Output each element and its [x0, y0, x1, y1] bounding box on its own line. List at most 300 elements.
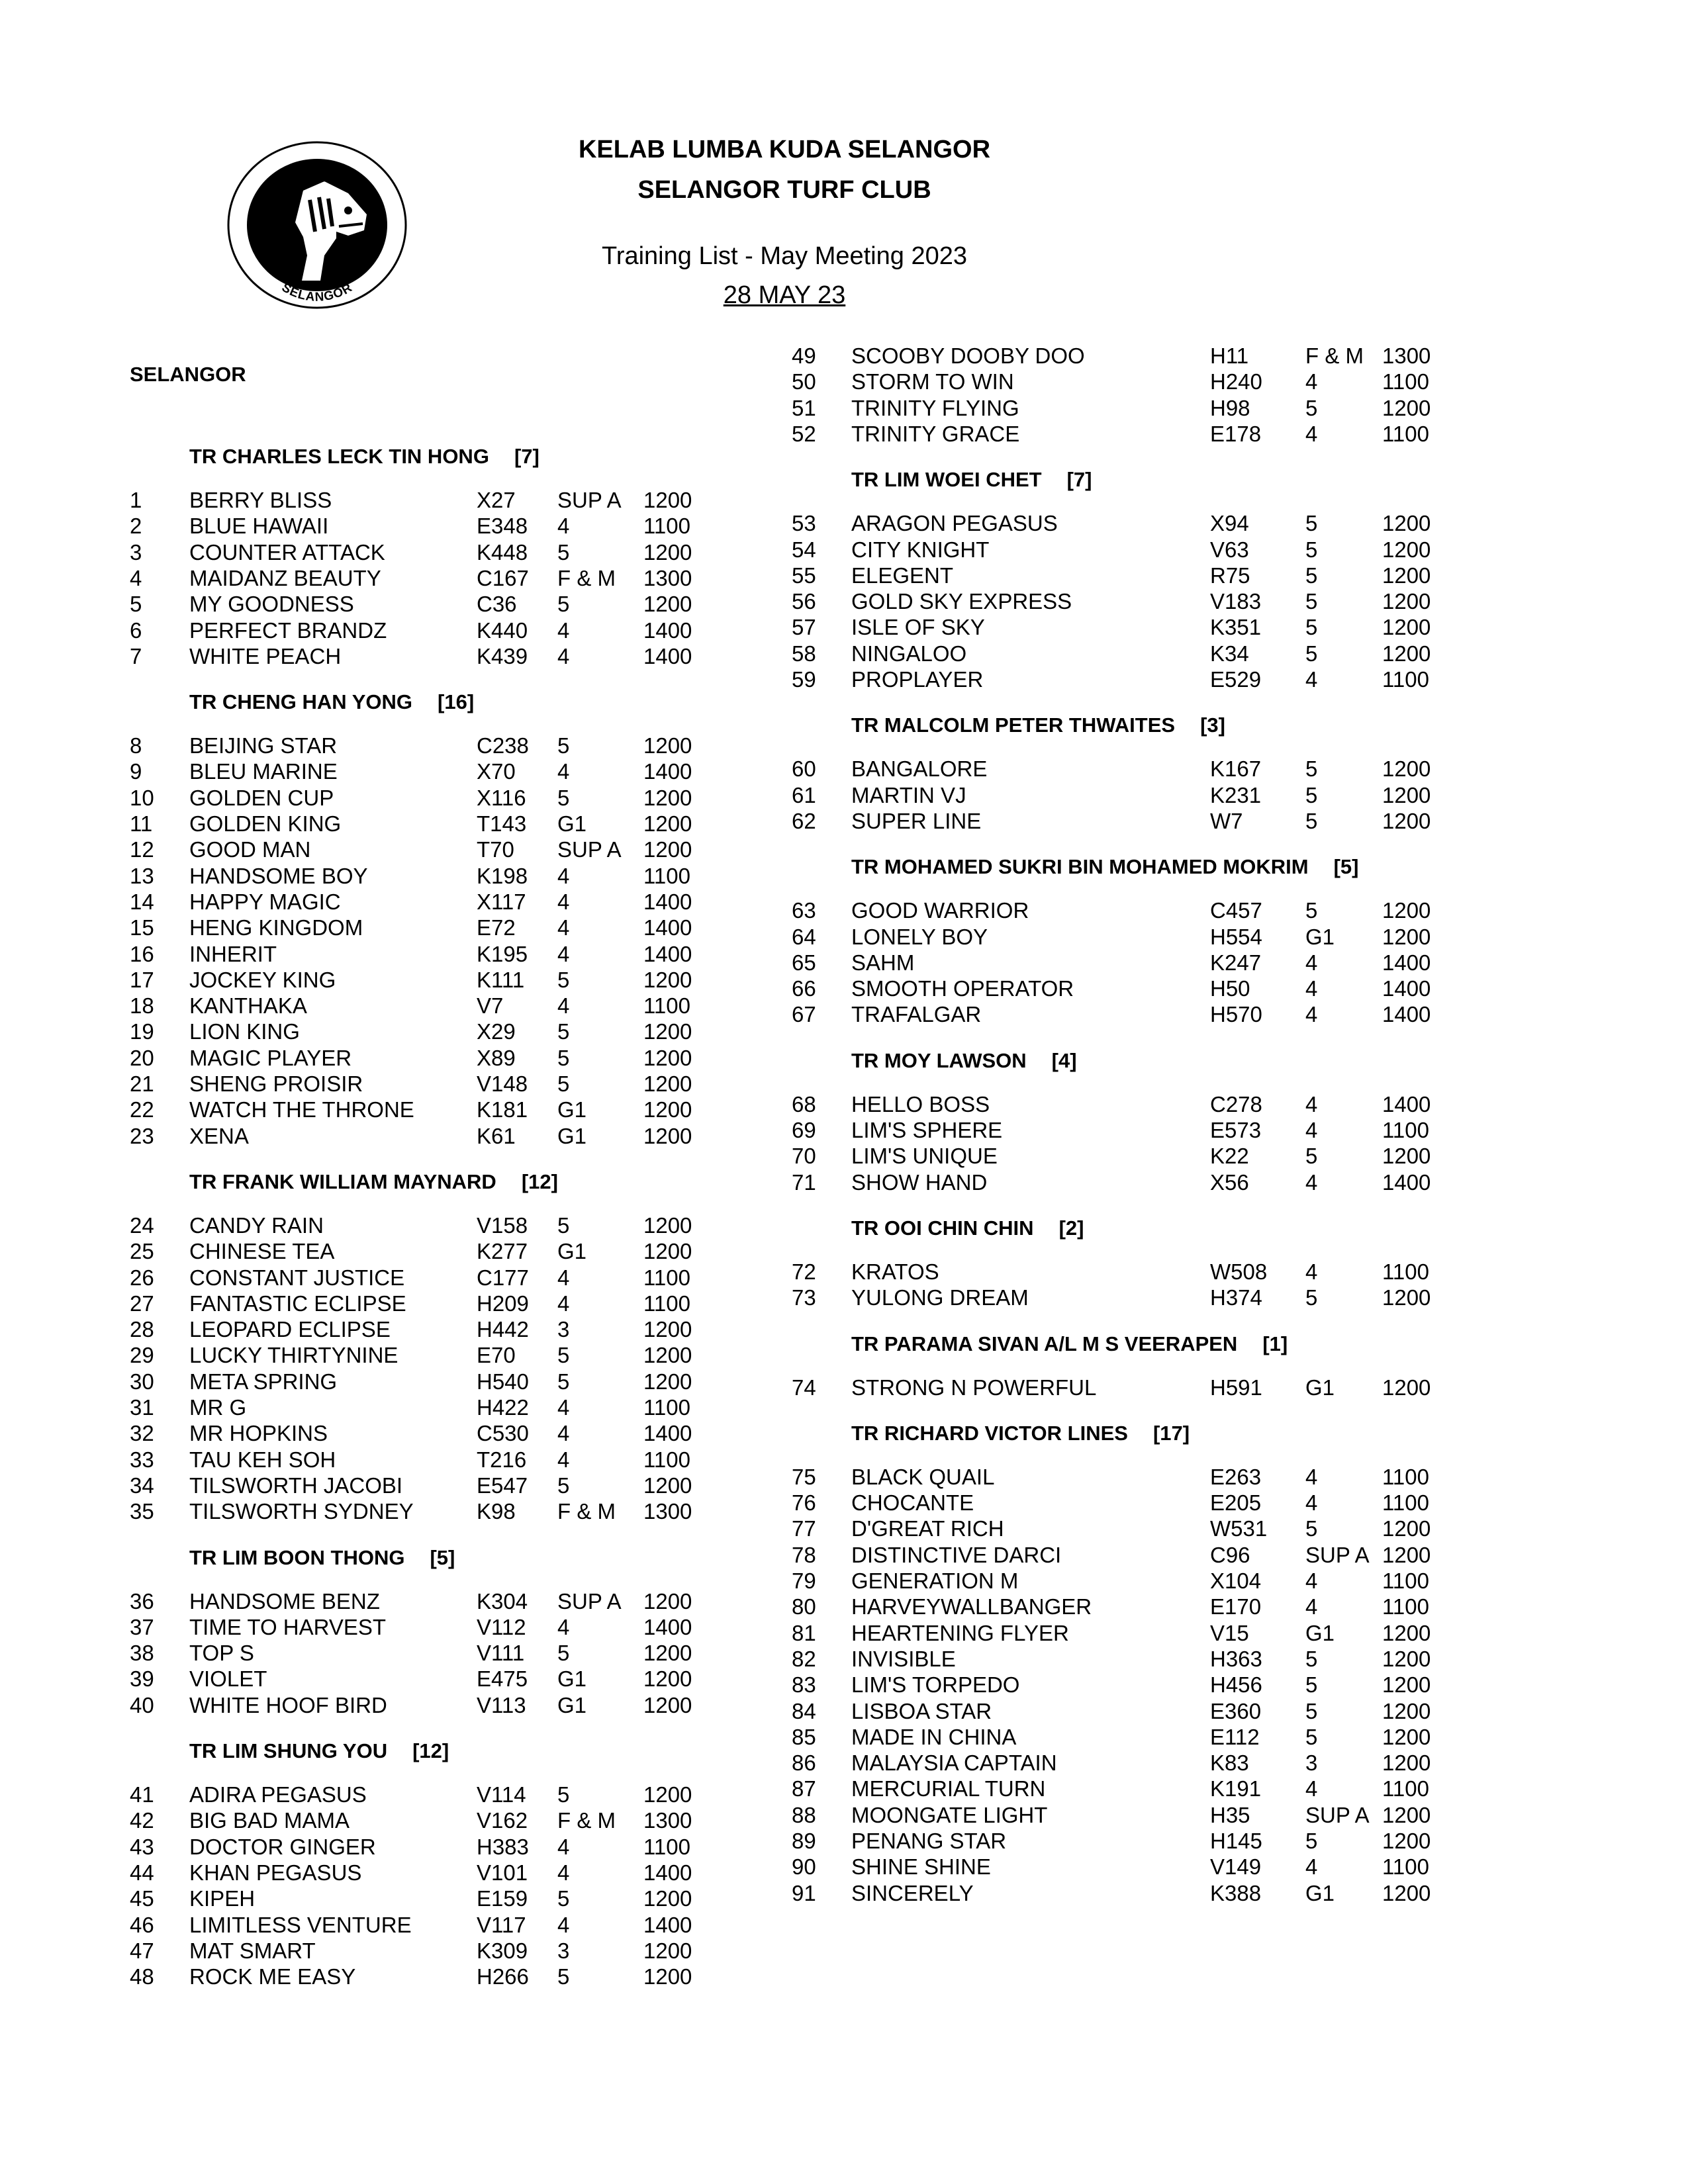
trainer-count: [7] [514, 445, 539, 468]
horse-name: GOOD MAN [189, 837, 311, 862]
horse-name: LUCKY THIRTYNINE [189, 1343, 399, 1368]
entry-number: 27 [130, 1291, 154, 1316]
entry-number: 77 [792, 1516, 816, 1541]
horse-code: H591 [1210, 1375, 1262, 1400]
horse-code: H422 [477, 1395, 529, 1420]
horse-class: 5 [557, 1212, 570, 1238]
horse-name: STRONG N POWERFUL [851, 1375, 1097, 1400]
horse-distance: 1400 [643, 941, 692, 966]
horse-class: 5 [1305, 1516, 1318, 1541]
horse-class: G1 [1305, 1375, 1335, 1400]
horse-row [130, 617, 792, 644]
horse-class: 4 [557, 889, 570, 914]
entry-number: 91 [792, 1880, 816, 1905]
horse-code: E475 [477, 1666, 528, 1692]
entry-number: 15 [130, 915, 154, 940]
horse-name: LONELY BOY [851, 924, 988, 949]
horse-distance: 1100 [1382, 1118, 1429, 1142]
horse-name: LISBOA STAR [851, 1698, 992, 1723]
horse-code: H266 [477, 1964, 529, 1989]
horse-code: H383 [477, 1834, 529, 1859]
horse-row [792, 588, 1454, 615]
horse-row [130, 565, 792, 592]
horse-name: PERFECT BRANDZ [189, 617, 387, 643]
horse-row [130, 1097, 792, 1123]
horse-class: 4 [1305, 1091, 1318, 1116]
horse-row [792, 343, 1454, 369]
horse-row [130, 1782, 792, 1808]
horse-row [792, 1880, 1454, 1907]
horse-class: 4 [557, 1265, 570, 1290]
horse-name: MALAYSIA CAPTAIN [851, 1751, 1057, 1776]
horse-distance: 1300 [643, 1808, 692, 1833]
horse-name: SUPER LINE [851, 808, 982, 833]
horse-class: 4 [1305, 976, 1318, 1001]
horse-name: LION KING [189, 1019, 300, 1044]
horse-row [130, 993, 792, 1019]
horse-name: COUNTER ATTACK [189, 539, 385, 565]
horse-code: T70 [477, 837, 514, 862]
entry-number: 79 [792, 1569, 816, 1593]
horse-code: C177 [477, 1265, 529, 1290]
horse-name: JOCKEY KING [189, 967, 336, 992]
entry-number: 81 [792, 1620, 816, 1645]
entry-number: 30 [130, 1369, 154, 1394]
horse-row [792, 1698, 1454, 1725]
horse-code: E348 [477, 514, 528, 539]
trainer-name: TR MALCOLM PETER THWAITES [851, 713, 1176, 737]
trainer-header [851, 1420, 1190, 1447]
horse-name: GOLDEN CUP [189, 785, 334, 810]
horse-row [130, 1420, 792, 1447]
horse-class: 4 [557, 617, 570, 643]
trainer-header [189, 1545, 455, 1571]
horse-code: V149 [1210, 1854, 1262, 1880]
horse-class: 5 [1305, 808, 1318, 833]
horse-code: C167 [477, 565, 529, 590]
entry-number: 32 [130, 1421, 154, 1446]
horse-code: V117 [477, 1912, 526, 1937]
trainer-header [189, 443, 539, 470]
horse-distance: 1100 [1382, 667, 1429, 692]
horse-distance: 1200 [643, 1666, 692, 1692]
horse-code: E263 [1210, 1464, 1262, 1489]
entry-number: 4 [130, 565, 142, 590]
horse-name: BERRY BLISS [189, 488, 332, 512]
horse-class: 4 [1305, 1854, 1318, 1880]
horse-distance: 1200 [1382, 1829, 1431, 1853]
horse-name: BIG BAD MAMA [189, 1808, 350, 1833]
horse-code: K195 [477, 941, 528, 966]
entry-number: 17 [130, 967, 154, 992]
horse-row [130, 1588, 792, 1615]
horse-row [130, 1212, 792, 1239]
horse-distance: 1200 [1382, 1516, 1431, 1541]
horse-code: V63 [1210, 537, 1249, 562]
horse-class: F & M [557, 1499, 616, 1524]
horse-class: SUP A [557, 488, 622, 512]
horse-name: CONSTANT JUSTICE [189, 1265, 405, 1290]
horse-row [130, 487, 792, 514]
horse-code: W508 [1210, 1259, 1268, 1284]
trainer-name: TR LIM SHUNG YOU [189, 1739, 388, 1762]
horse-row [130, 837, 792, 863]
horse-row [130, 785, 792, 811]
entry-number: 16 [130, 941, 154, 966]
horse-class: 4 [1305, 1490, 1318, 1516]
horse-row [130, 1938, 792, 1964]
entry-number: 13 [130, 863, 154, 888]
horse-name: TRINITY FLYING [851, 395, 1019, 420]
horse-name: HELLO BOSS [851, 1091, 990, 1116]
horse-code: H554 [1210, 924, 1262, 949]
horse-name: WHITE HOOF BIRD [189, 1692, 387, 1717]
horse-name: LIM'S TORPEDO [851, 1672, 1020, 1698]
horse-row [792, 1091, 1454, 1118]
horse-name: HARVEYWALLBANGER [851, 1594, 1092, 1619]
horse-class: 4 [1305, 369, 1318, 394]
horse-class: G1 [557, 1692, 587, 1717]
entry-number: 53 [792, 511, 816, 536]
horse-class: 5 [1305, 782, 1318, 807]
horse-distance: 1100 [643, 993, 690, 1019]
horse-row [792, 756, 1454, 782]
horse-code: K181 [477, 1097, 528, 1122]
horse-distance: 1200 [643, 1938, 692, 1963]
horse-row [792, 1285, 1454, 1311]
trainer-count: [12] [521, 1169, 558, 1193]
horse-distance: 1200 [643, 1343, 692, 1368]
horse-code: E70 [477, 1343, 516, 1368]
horse-class: 5 [1305, 756, 1318, 782]
horse-class: 5 [557, 592, 570, 617]
entry-number: 51 [792, 395, 816, 420]
horse-row [792, 1828, 1454, 1854]
horse-distance: 1400 [1382, 1091, 1431, 1116]
horse-code: C238 [477, 733, 529, 758]
horse-name: WATCH THE THRONE [189, 1097, 414, 1122]
horse-name: XENA [189, 1123, 249, 1148]
horse-code: K439 [477, 643, 528, 668]
horse-distance: 1200 [1382, 808, 1431, 833]
horse-code: C457 [1210, 898, 1262, 923]
trainer-header [189, 1738, 449, 1764]
entry-number: 37 [130, 1614, 154, 1639]
horse-distance: 1200 [643, 488, 692, 512]
entry-number: 90 [792, 1854, 816, 1880]
horse-code: K111 [477, 967, 525, 992]
horse-row [130, 1045, 792, 1071]
horse-class: F & M [557, 1808, 616, 1833]
trainer-header [851, 1331, 1288, 1357]
horse-row [792, 563, 1454, 589]
horse-code: K191 [1210, 1776, 1262, 1801]
entry-number: 31 [130, 1395, 154, 1420]
horse-class: 4 [1305, 421, 1318, 446]
horse-class: 5 [1305, 1646, 1318, 1671]
horse-code: H240 [1210, 369, 1262, 394]
horse-code: V7 [477, 993, 504, 1019]
horse-distance: 1200 [643, 1369, 692, 1394]
horse-name: GOLD SKY EXPRESS [851, 589, 1072, 614]
entry-number: 61 [792, 782, 816, 807]
horse-row [130, 1860, 792, 1886]
horse-class: 4 [1305, 667, 1318, 692]
entry-number: 82 [792, 1646, 816, 1671]
horse-distance: 1200 [1382, 1802, 1431, 1827]
horse-code: X94 [1210, 511, 1249, 536]
trainer-name: TR MOHAMED SUKRI BIN MOHAMED MOKRIM [851, 855, 1309, 879]
horse-distance: 1200 [643, 592, 692, 617]
horse-name: PENANG STAR [851, 1829, 1007, 1853]
entry-number: 6 [130, 617, 142, 643]
horse-row [792, 1143, 1454, 1169]
horse-row [792, 897, 1454, 924]
horse-name: SHENG PROISIR [189, 1071, 363, 1096]
horse-code: T143 [477, 811, 527, 836]
horse-class: 4 [557, 1912, 570, 1937]
horse-row [130, 1498, 792, 1525]
entry-number: 80 [792, 1594, 816, 1619]
horse-row [792, 1802, 1454, 1829]
horse-name: LIMITLESS VENTURE [189, 1912, 412, 1937]
horse-code: H540 [477, 1369, 529, 1394]
horse-name: ARAGON PEGASUS [851, 511, 1058, 536]
horse-code: C530 [477, 1421, 529, 1446]
entry-number: 72 [792, 1259, 816, 1284]
entry-number: 65 [792, 950, 816, 975]
entry-number: 46 [130, 1912, 154, 1937]
trainer-header [851, 1215, 1084, 1242]
trainer-count: [5] [1333, 855, 1359, 879]
horse-code: V113 [477, 1692, 526, 1717]
entry-number: 42 [130, 1808, 154, 1833]
horse-class: 4 [1305, 1776, 1318, 1801]
horse-name: BLUE HAWAII [189, 514, 329, 539]
horse-row [130, 1291, 792, 1317]
horse-distance: 1200 [643, 1045, 692, 1070]
horse-name: SAHM [851, 950, 915, 975]
horse-distance: 1100 [1382, 421, 1429, 446]
horse-class: 4 [557, 1614, 570, 1639]
horse-row [130, 513, 792, 539]
horse-row [130, 941, 792, 968]
horse-code: K351 [1210, 615, 1262, 640]
entry-number: 28 [130, 1317, 154, 1342]
horse-class: 4 [557, 941, 570, 966]
horse-distance: 1200 [1382, 782, 1431, 807]
horse-class: 5 [557, 1045, 570, 1070]
horse-name: MR G [189, 1395, 247, 1420]
horse-name: INHERIT [189, 941, 277, 966]
horse-class: 5 [557, 1641, 570, 1666]
horse-distance: 1200 [643, 733, 692, 758]
horse-code: V111 [477, 1641, 525, 1666]
horse-code: E170 [1210, 1594, 1262, 1619]
horse-distance: 1400 [1382, 976, 1431, 1001]
horse-class: G1 [557, 1097, 587, 1122]
horse-name: TOP S [189, 1641, 254, 1666]
horse-class: 4 [1305, 1259, 1318, 1284]
entry-number: 5 [130, 592, 142, 617]
horse-distance: 1400 [643, 915, 692, 940]
horse-distance: 1200 [643, 811, 692, 836]
horse-code: K247 [1210, 950, 1262, 975]
horse-code: K277 [477, 1239, 528, 1264]
club-name-malay: KELAB LUMBA KUDA SELANGOR [578, 136, 991, 163]
horse-name: MAIDANZ BEAUTY [189, 565, 381, 590]
horse-row [130, 1614, 792, 1641]
horse-name: SCOOBY DOOBY DOO [851, 343, 1085, 368]
horse-class: 4 [557, 1291, 570, 1316]
horse-code: X29 [477, 1019, 516, 1044]
horse-name: CHOCANTE [851, 1490, 974, 1516]
horse-distance: 1200 [643, 1123, 692, 1148]
horse-name: LIM'S SPHERE [851, 1118, 1003, 1142]
horse-distance: 1400 [643, 1421, 692, 1446]
horse-row [792, 1854, 1454, 1880]
horse-class: 5 [557, 1369, 570, 1394]
trainer-name: TR CHENG HAN YONG [189, 690, 413, 714]
entry-number: 64 [792, 924, 816, 949]
trainer-count: [7] [1066, 468, 1092, 492]
horse-row [792, 1542, 1454, 1569]
horse-code: X104 [1210, 1569, 1262, 1593]
horse-code: H209 [477, 1291, 529, 1316]
region-label: SELANGOR [130, 363, 246, 386]
horse-code: W7 [1210, 808, 1243, 833]
horse-name: LEOPARD ECLIPSE [189, 1317, 391, 1342]
horse-distance: 1200 [1382, 1646, 1431, 1671]
trainer-count: [5] [430, 1545, 455, 1569]
logo-bottom-text: SELANGOR [279, 280, 355, 304]
horse-code: H363 [1210, 1646, 1262, 1671]
entry-number: 73 [792, 1285, 816, 1310]
trainer-name: TR CHARLES LECK TIN HONG [189, 445, 489, 468]
entry-number: 26 [130, 1265, 154, 1290]
entry-number: 76 [792, 1490, 816, 1516]
horse-class: 4 [557, 915, 570, 940]
horse-code: E529 [1210, 667, 1262, 692]
horse-distance: 1200 [643, 837, 692, 862]
horse-distance: 1100 [643, 1447, 690, 1472]
horse-class: 5 [1305, 1698, 1318, 1723]
horse-class: 5 [1305, 1672, 1318, 1698]
horse-code: C36 [477, 592, 517, 617]
horse-distance: 1200 [643, 1692, 692, 1717]
horse-name: META SPRING [189, 1369, 338, 1394]
horse-name: PROPLAYER [851, 667, 984, 692]
trainer-header [851, 854, 1358, 880]
horse-code: H11 [1210, 343, 1249, 368]
horse-name: D'GREAT RICH [851, 1516, 1004, 1541]
horse-row [130, 1807, 792, 1834]
horse-name: DISTINCTIVE DARCI [851, 1542, 1062, 1567]
horse-row [130, 1964, 792, 1990]
horse-distance: 1100 [1382, 369, 1429, 394]
entry-number: 22 [130, 1097, 154, 1122]
horse-row [792, 1516, 1454, 1542]
entry-number: 56 [792, 589, 816, 614]
horse-class: 5 [557, 539, 570, 565]
horse-row [130, 1912, 792, 1938]
trainer-name: TR LIM WOEI CHET [851, 468, 1042, 492]
horse-name: SHOW HAND [851, 1169, 988, 1195]
horse-distance: 1100 [643, 1265, 690, 1290]
horse-row [792, 510, 1454, 537]
horse-distance: 1200 [1382, 1542, 1431, 1567]
horse-class: 4 [557, 1395, 570, 1420]
entry-number: 7 [130, 643, 142, 668]
horse-name: ISLE OF SKY [851, 615, 985, 640]
horse-distance: 1400 [643, 617, 692, 643]
horse-row [130, 889, 792, 915]
entry-number: 83 [792, 1672, 816, 1698]
entry-number: 50 [792, 369, 816, 394]
entry-number: 39 [130, 1666, 154, 1692]
entry-number: 74 [792, 1375, 816, 1400]
horse-row [792, 808, 1454, 835]
trainer-count: [12] [412, 1739, 449, 1762]
entry-number: 89 [792, 1829, 816, 1853]
entry-number: 36 [130, 1588, 154, 1614]
horse-code: K448 [477, 539, 528, 565]
entry-number: 71 [792, 1169, 816, 1195]
entry-number: 86 [792, 1751, 816, 1776]
entry-number: 8 [130, 733, 142, 758]
horse-name: SINCERELY [851, 1880, 974, 1905]
horse-class: 5 [1305, 1829, 1318, 1853]
trainer-header [851, 1048, 1077, 1074]
horse-name: ROCK ME EASY [189, 1964, 356, 1989]
trainer-name: TR OOI CHIN CHIN [851, 1216, 1034, 1240]
horse-code: K34 [1210, 641, 1249, 666]
horse-distance: 1200 [643, 1071, 692, 1096]
horse-distance: 1100 [1382, 1854, 1429, 1880]
trainer-name: TR MOY LAWSON [851, 1048, 1027, 1072]
horse-code: K22 [1210, 1144, 1249, 1169]
horse-name: ADIRA PEGASUS [189, 1782, 367, 1807]
horse-distance: 1200 [1382, 395, 1431, 420]
entry-number: 87 [792, 1776, 816, 1801]
entry-number: 18 [130, 993, 154, 1019]
horse-row [792, 1464, 1454, 1490]
horse-distance: 1200 [1382, 1880, 1431, 1905]
horse-code: K231 [1210, 782, 1262, 807]
horse-code: K61 [477, 1123, 516, 1148]
horse-class: SUP A [557, 1588, 622, 1614]
horse-name: BLEU MARINE [189, 759, 338, 784]
horse-code: E573 [1210, 1118, 1262, 1142]
entry-number: 25 [130, 1239, 154, 1264]
horse-class: G1 [1305, 924, 1335, 949]
entry-number: 14 [130, 889, 154, 914]
entry-number: 35 [130, 1499, 154, 1524]
horse-code: E360 [1210, 1698, 1262, 1723]
entry-number: 33 [130, 1447, 154, 1472]
horse-class: G1 [557, 1123, 587, 1148]
horse-row [130, 539, 792, 566]
horse-name: INVISIBLE [851, 1646, 956, 1671]
horse-distance: 1100 [1382, 1776, 1429, 1801]
horse-name: TILSWORTH JACOBI [189, 1473, 403, 1498]
horse-distance: 1400 [643, 759, 692, 784]
horse-code: E178 [1210, 421, 1262, 446]
entry-number: 45 [130, 1886, 154, 1911]
horse-code: W531 [1210, 1516, 1268, 1541]
horse-name: DOCTOR GINGER [189, 1834, 376, 1859]
horse-row [792, 537, 1454, 563]
